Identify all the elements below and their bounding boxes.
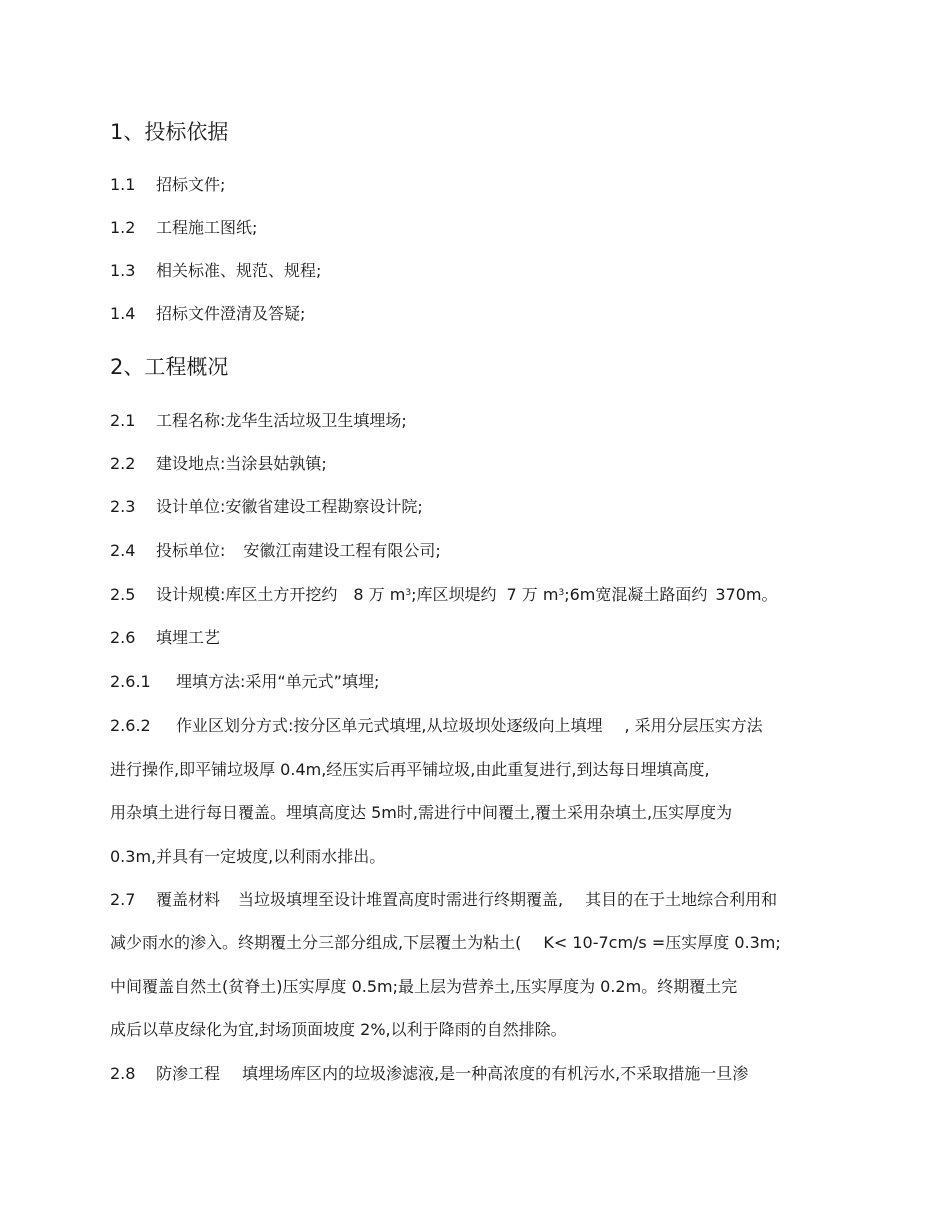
paragraph-line xyxy=(110,889,777,911)
item-text: 招标文件; xyxy=(156,175,226,194)
item-label: 投标单位: xyxy=(156,541,226,560)
item-text: 减少雨水的渗入。终期覆土分三部分组成,下层覆土为粘土( xyxy=(110,933,522,952)
item-text: 工程名称:龙华生活垃圾卫生填埋场; xyxy=(156,411,407,430)
section-heading-1: 1、投标依据 xyxy=(110,120,229,144)
item-number: 2.3 xyxy=(110,497,136,516)
superscript: 3 xyxy=(558,588,565,598)
item-text: 相关标准、规范、规程; xyxy=(156,261,322,280)
item-text: 工程施工图纸; xyxy=(156,218,258,237)
item-text: 招标文件澄清及答疑; xyxy=(156,304,306,323)
paragraph-line xyxy=(110,1063,748,1085)
item-text: 设计单位:安徽省建设工程勘察设计院; xyxy=(156,497,423,516)
item-value: 8 万 m xyxy=(353,585,406,604)
item-text: 当垃圾填埋至设计堆置高度时需进行终期覆盖, xyxy=(238,890,564,909)
list-item xyxy=(110,540,441,562)
item-text: 作业区划分方式:按分区单元式填埋,从垃圾坝处逐级向上填埋 xyxy=(176,716,603,735)
item-number: 2.6.2 xyxy=(110,716,151,735)
item-title: 防渗工程 xyxy=(156,1064,221,1083)
item-text: 安徽江南建设工程有限公司; xyxy=(243,541,441,560)
item-text: ;库区坝堤约 xyxy=(411,585,497,604)
item-number: 2.7 xyxy=(110,890,136,909)
item-number: 1.3 xyxy=(110,261,136,280)
list-item xyxy=(110,496,423,518)
list-item xyxy=(110,671,379,693)
list-item xyxy=(110,260,321,282)
list-item xyxy=(110,627,220,649)
item-value: 370m。 xyxy=(715,585,778,604)
paragraph-line: 中间覆盖自然土(贫脊土)压实厚度 0.5m;最上层为营养土,压实厚度为 0.2m。终期覆土完 xyxy=(110,977,738,996)
paragraph-line: 0.3m,并具有一定坡度,以利雨水排出。 xyxy=(110,847,386,866)
item-number: 1.1 xyxy=(110,175,136,194)
list-item-design-scale xyxy=(110,584,778,606)
paragraph-line: 成后以草皮绿化为宜,封场顶面坡度 2%,以利于降雨的自然排除。 xyxy=(110,1020,567,1039)
item-text: 建设地点:当涂县姑孰镇; xyxy=(156,454,327,473)
item-number: 2.6 xyxy=(110,628,136,647)
paragraph-line: 用杂填土进行每日覆盖。埋填高度达 5m时,需进行中间覆土,覆土采用杂填土,压实厚度为 xyxy=(110,803,733,822)
item-text: 填埋场库区内的垃圾渗滤液,是一种高浓度的有机污水,不采取措施一旦渗 xyxy=(242,1064,749,1083)
item-number: 2.5 xyxy=(110,585,136,604)
item-number: 2.8 xyxy=(110,1064,136,1083)
list-item xyxy=(110,410,407,432)
section-heading-2: 2、工程概况 xyxy=(110,355,229,379)
list-item xyxy=(110,217,257,239)
item-number: 2.1 xyxy=(110,411,136,430)
item-number: 2.2 xyxy=(110,454,136,473)
item-text: K< 10-7cm/s =压实厚度 0.3m; xyxy=(543,933,781,952)
item-number: 2.4 xyxy=(110,541,136,560)
list-item xyxy=(110,303,305,325)
item-text: 埋填方法:采用“单元式”填埋; xyxy=(176,672,380,691)
item-text: ;6m宽混凝土路面约 xyxy=(564,585,708,604)
item-text: 其目的在于土地综合利用和 xyxy=(585,890,778,909)
item-title: 覆盖材料 xyxy=(156,890,221,909)
list-item xyxy=(110,174,225,196)
item-text: 设计规模:库区土方开挖约 xyxy=(156,585,338,604)
item-number: 2.6.1 xyxy=(110,672,151,691)
item-value: 7 万 m xyxy=(506,585,559,604)
paragraph-line xyxy=(110,715,763,737)
item-number: 1.4 xyxy=(110,304,136,323)
superscript: 3 xyxy=(405,588,412,598)
list-item xyxy=(110,453,327,475)
item-text: 填埋工艺 xyxy=(156,628,221,647)
item-text: , 采用分层压实方法 xyxy=(624,716,763,735)
item-number: 1.2 xyxy=(110,218,136,237)
paragraph-line: 进行操作,即平铺垃圾厚 0.4m,经压实后再平铺垃圾,由此重复进行,到达每日埋填高度, xyxy=(110,760,710,779)
paragraph-line xyxy=(110,932,781,954)
